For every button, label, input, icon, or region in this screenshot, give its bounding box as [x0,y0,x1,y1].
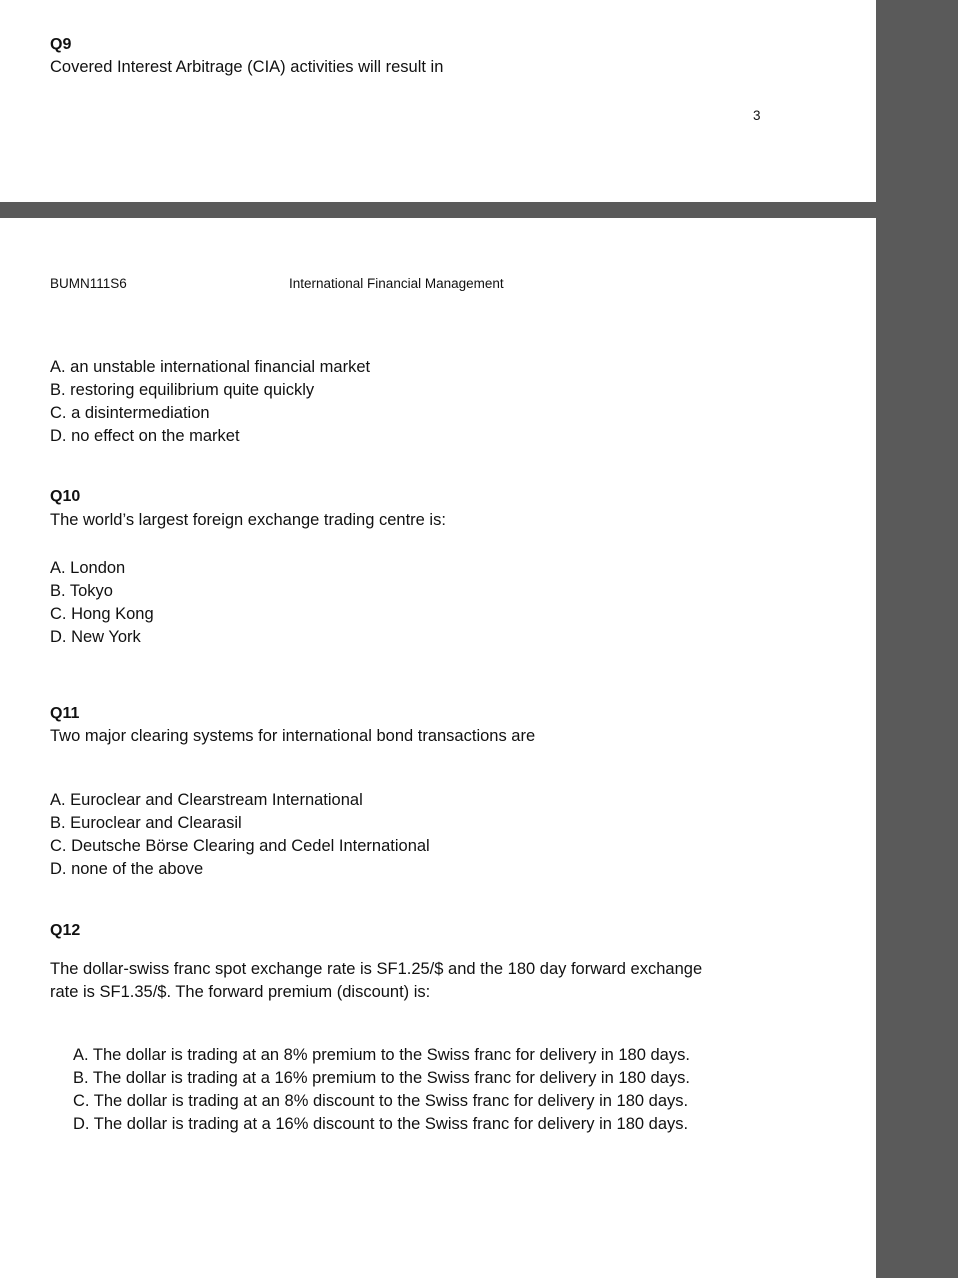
q9-option: B. restoring equilibrium quite quickly [50,381,315,399]
course-title: International Financial Management [289,276,504,291]
q11-option: B. Euroclear and Clearasil [50,814,242,832]
question-text-q12-line2: rate is SF1.35/$. The forward premium (discount) is: [50,983,431,1001]
q12-option: A. The dollar is trading at an 8% premium to the Swiss franc for delivery in 180 days. [73,1046,690,1064]
q10-option: A. London [50,559,126,577]
question-text-q10: The world’s largest foreign exchange trading centre is: [50,511,446,529]
q10-options-list [50,557,154,649]
question-text-q9: Covered Interest Arbitrage (CIA) activities will result in [50,58,444,76]
question-label-q11: Q11 [50,705,80,722]
q10-option: D. New York [50,628,141,646]
q12-option: D. The dollar is trading at a 16% discount to the Swiss franc for delivery in 180 days. [73,1115,689,1133]
question-text-q11: Two major clearing systems for international bond transactions are [50,727,536,745]
question-label-q9: Q9 [50,36,72,53]
q9-option: C. a disintermediation [50,404,210,422]
q11-option: A. Euroclear and Clearstream International [50,791,363,809]
q9-option: D. no effect on the market [50,427,240,445]
document-page-top [0,0,876,202]
q12-option: B. The dollar is trading at a 16% premium to the Swiss franc for delivery in 180 days. [73,1069,690,1087]
q10-option: B. Tokyo [50,582,113,600]
q11-option: D. none of the above [50,860,204,878]
q11-options-list [50,789,430,881]
question-text-q12-line1: The dollar-swiss franc spot exchange rate is SF1.25/$ and the 180 day forward exchange [50,960,703,978]
q12-option: C. The dollar is trading at an 8% discount to the Swiss franc for delivery in 180 days. [73,1092,689,1110]
q10-option: C. Hong Kong [50,605,154,623]
q9-options-list [50,356,370,448]
q9-option: A. an unstable international financial market [50,358,371,376]
page-number: 3 [753,108,761,123]
q11-option: C. Deutsche Börse Clearing and Cedel International [50,837,430,855]
question-label-q12: Q12 [50,922,81,939]
q12-options-list [73,1044,690,1136]
document-page-bottom [0,218,876,1278]
question-label-q10: Q10 [50,488,81,505]
course-code: BUMN111S6 [50,276,127,291]
